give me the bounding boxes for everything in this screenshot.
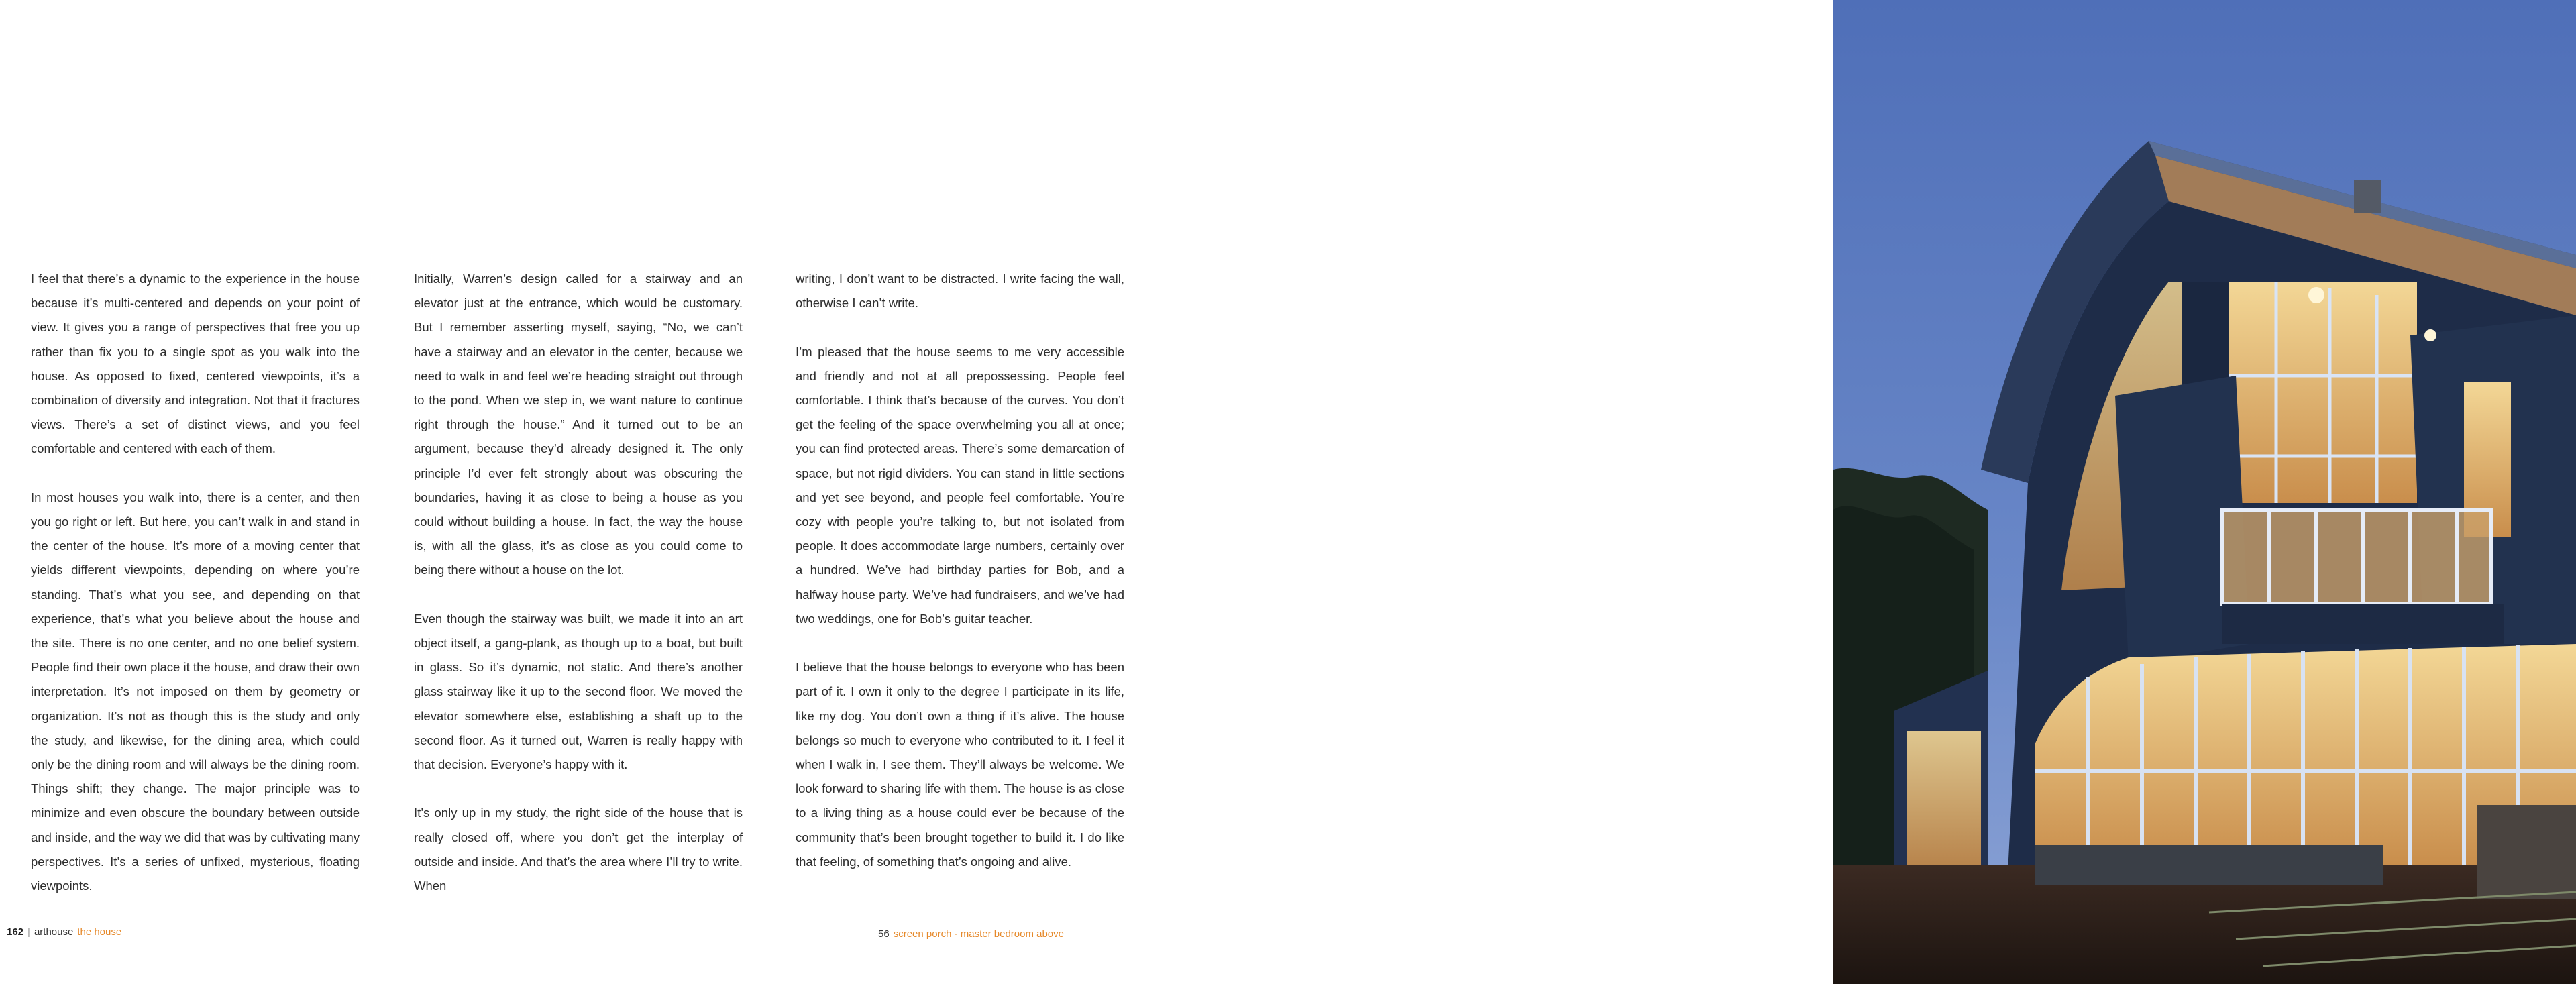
page-number: 162 [7,926,24,938]
paragraph: Even though the stairway was built, we made it into an art object itself, a gang-plank, as though up to a boat, but built in glass. So it’s dynamic, not static. And there’s another glass stairway like it up to the second floor. We moved the elevator somewhere else, establishing a shaft up to the second floor. As it turned out, Warren is really happy with that decision. Everyone’s happy with it. [414,611,743,772]
paragraph: I believe that the house belongs to everyone who has been part of it. I own it only to the degree I participate in its life, like my dog. You don’t own a thing if it’s alive. The house belongs so much to everyone who contributed to it. I feel it when I walk in, I see them. They’ll always be welcome. We look forward to sharing life with them. The house is as close to a living thing as a house could ever be because of the community that’s been brought together to build it. I do like that feeling, of something that’s ongoing and alive. [796,660,1124,869]
caption-text: screen porch - master bedroom above [893,928,1064,940]
photo-caption [878,928,1064,940]
paragraph: Initially, Warren’s design called for a stairway and an elevator just at the entrance, which would be customary. But I remember asserting myself, saying, “No, we can’t have a stairway and an elevator in the center, because we need to walk in and feel we’re heading straight out through to the pond. When we step in, we want nature to continue right through the house.” And it turned out to be an argument, because they’d already designed it. The only principle I’d ever felt strongly about was obscuring the boundaries, having it as close to being a house as you could without building a house. In fact, the way the house is, with all the glass, it’s as close as you could come to being there without a house on the lot. [414,272,743,578]
paragraph: In most houses you walk into, there is a center, and then you go right or left. But here, you can’t walk in and stand in the center of the house. It’s more of a moving center that yields different viewpoints, depending on where you’re standing. That’s what you see, and depending on that experience, that’s what you believe about the house and the site. There is no one center, and no one belief system. People find their own place it the house, and draw their own interpretation. It’s not imposed on them by geometry or organization. It’s not as though this is the study and only the study, and likewise, for the dining area, which could only be the dining room and will always be the dining room. Things shift; they change. The major principle was to minimize and even obscure the boundary between outside and inside, and the way we did that was by cultivating many perspectives. It’s a series of unfixed, mysterious, floating viewpoints. [31,490,360,893]
figure-number: 56 [878,928,890,940]
text-column-2 [414,267,743,922]
page-footer [7,926,121,938]
paragraph: writing, I don’t want to be distracted. I write facing the wall, otherwise I can’t write. [796,272,1124,311]
text-column-1 [31,267,360,922]
section-title: the house [77,926,122,938]
footer-separator: | [28,926,30,938]
paragraph: I feel that there’s a dynamic to the experience in the house because it’s multi-centered and depends on your point of view. It gives you a range of perspectives that free you up rather than fix you to a single spot as you walk into the house. As opposed to fixed, centered viewpoints, it’s a combination of diversity and integration. Not that it fractures views. There’s a set of distinct views, and you feel comfortable and centered with each of them. [31,272,360,456]
paragraph: I’m pleased that the house seems to me very accessible and friendly and not at all prepossessing. People feel comfortable. I think that’s because of the curves. You don’t get the feeling of the space overwhelming you all at once; you can find protected areas. There’s some demarcation of space, but not rigid dividers. You can stand in little sections and yet see beyond, and people feel comfortable. You’re cozy with people you’re talking to, but not isolated from people. It does accommodate large numbers, certainly over a hundred. We’ve had birthday parties for Bob, and a halfway house party. We’ve had fundraisers, and we’ve had two weddings, one for Bob’s guitar teacher. [796,344,1124,626]
paragraph: It’s only up in my study, the right side of the house that is really closed off, where you don’t get the interplay of outside and inside. And that’s the area where I’ll try to write. When [414,806,743,893]
text-column-3 [796,267,1124,898]
book-title: arthouse [34,926,74,938]
house-photo-icon [1833,0,2576,984]
house-photo [1833,0,2576,984]
